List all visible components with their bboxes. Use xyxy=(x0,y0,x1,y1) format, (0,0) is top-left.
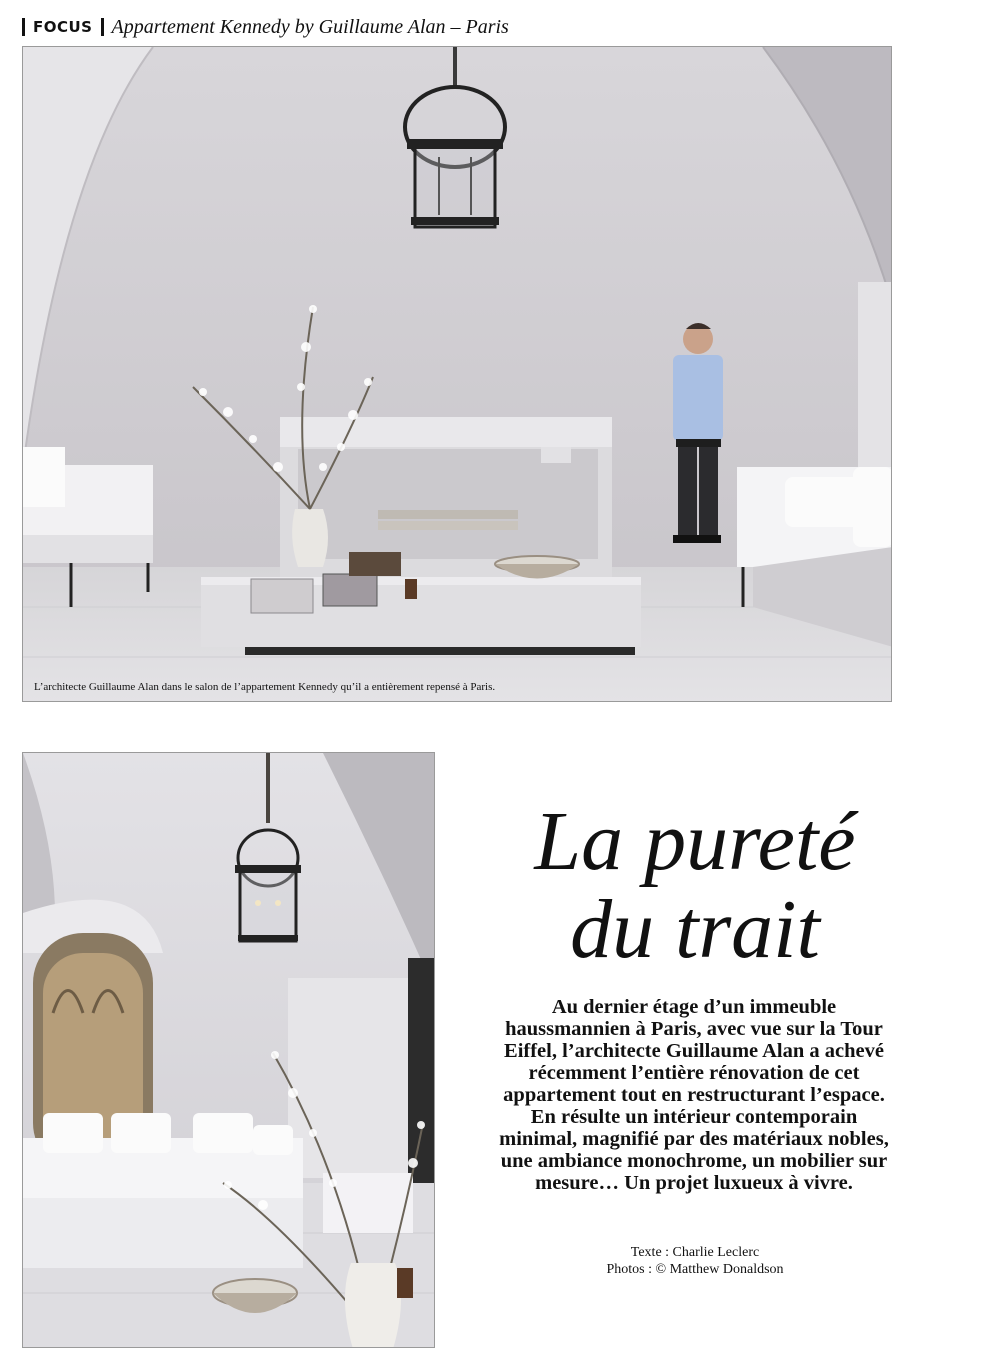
header-rule-right xyxy=(101,18,104,36)
article-lede: Au dernier étage d’un immeuble haussmannien à Paris, avec vue sur la Tour Eiffel, l’architecte Guillaume Alan a achevé récemment l’entière rénovation de cet appartement tout en restructurant l’espace. En résulte un intérieur contemporain minimal, magnifié par des matériaux nobles, une ambiance monochrome, un mobilier sur mesure… Un projet luxueux à vivre. xyxy=(499,996,889,1194)
photo-credit: Photos : © Matthew Donaldson xyxy=(606,1262,784,1277)
running-title: Appartement Kennedy by Guillaume Alan – Paris xyxy=(111,15,509,38)
living-room-illustration xyxy=(23,47,892,702)
header-rule-left xyxy=(22,18,25,36)
article-credits xyxy=(550,1244,840,1278)
article-title xyxy=(480,795,910,976)
article-title-line-2: du trait xyxy=(570,883,820,976)
text-credit: Texte : Charlie Leclerc xyxy=(630,1245,760,1260)
living-room-photo xyxy=(22,46,892,702)
photo-caption: L’architecte Guillaume Alan dans le salon de l’appartement Kennedy qu’il a entièrement repensé à Paris. xyxy=(34,681,496,693)
article-title-line-1: La pureté xyxy=(534,795,856,888)
running-header xyxy=(22,14,509,40)
section-label: FOCUS xyxy=(33,18,93,36)
sofa-room-photo xyxy=(22,752,435,1348)
sofa-room-illustration xyxy=(23,753,435,1348)
